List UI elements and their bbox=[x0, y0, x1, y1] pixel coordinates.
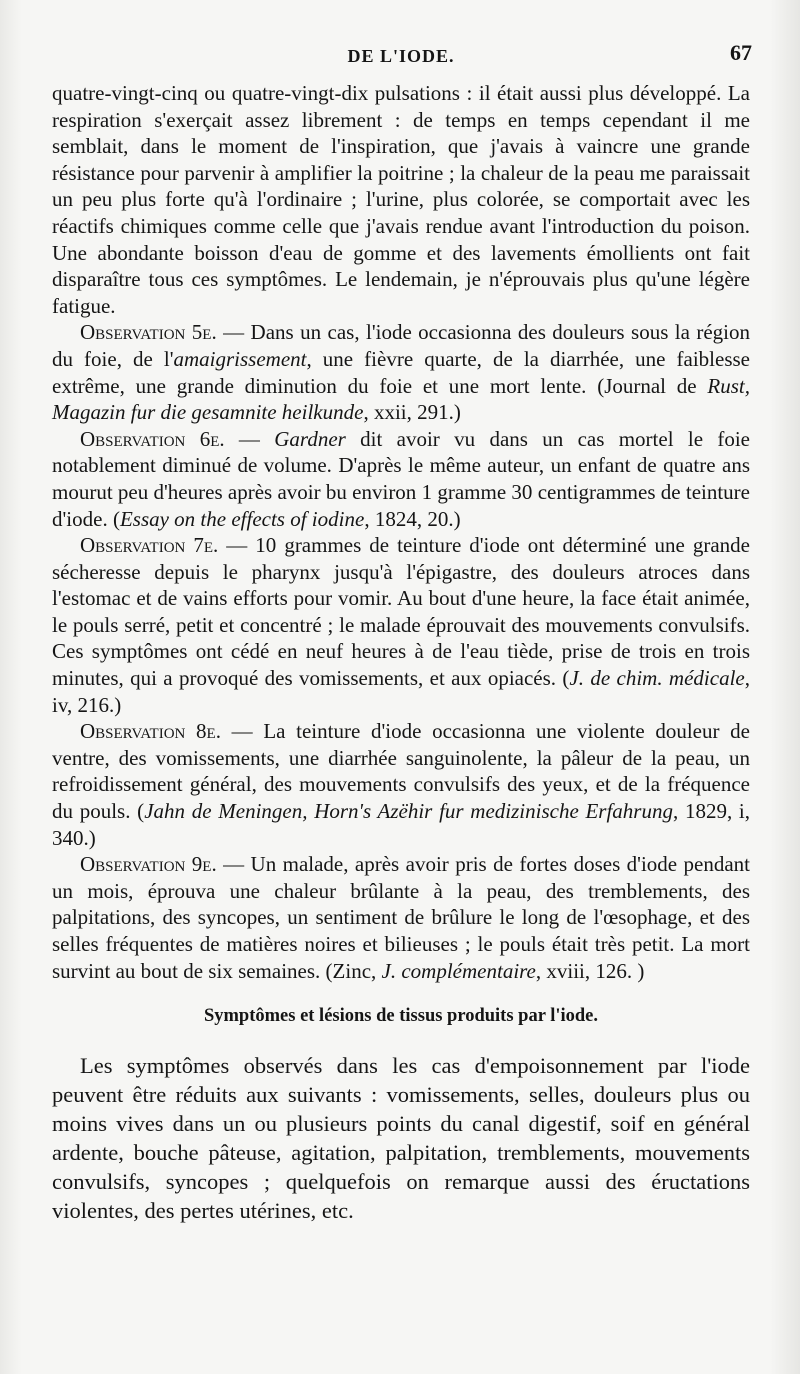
paragraph-continuation: quatre-vingt-cinq ou quatre-vingt-dix pulsations : il était aussi plus développé. La respiration s'exerçait assez librement : de temps en temps cependant il me semblait, dans le moment de l'inspiration, que j'avais à vaincre une grande résistance pour parvenir à amplifier la poitrine ; la chaleur de la peau me paraissait un peu plus forte qu'à l'ordinaire ; l'urine, plus colorée, se comportait avec les réactifs chimiques comme celle que j'avais rendue avant l'introduction du poison. Une abondante boisson d'eau de gomme et des lavements émollients ont fait disparaître tous ces symptômes. Le lendemain, je n'éprouvais plus qu'une légère fatigue. bbox=[52, 81, 750, 318]
observation-5 bbox=[52, 319, 750, 425]
citation-title: J. complémentaire bbox=[381, 958, 536, 983]
citation-title: Essay on the effects of iodine bbox=[119, 506, 365, 531]
running-head bbox=[52, 40, 750, 80]
author-name: Gardner bbox=[274, 426, 346, 451]
observation-9 bbox=[52, 851, 750, 984]
observation-text: — Dans un cas, l'iode occasionna des douleurs sous la région du foie, de l' bbox=[52, 320, 750, 371]
citation-reference: , 1824, 20.) bbox=[364, 506, 461, 531]
observation-text: — bbox=[224, 426, 275, 451]
body-text bbox=[52, 80, 750, 984]
observation-7 bbox=[52, 532, 750, 718]
running-title: DE L'IODE. bbox=[347, 46, 455, 66]
citation-reference: , 1829, i, 340.) bbox=[52, 799, 750, 850]
citation-title: Rust, Magazin fur die gesamnite heilkunde bbox=[52, 373, 750, 425]
observation-label: Observation 7e. bbox=[80, 533, 219, 558]
observation-text: — La teinture d'iode occasionna une violente douleur de ventre, des vomissements, une diarrhée sanguinolente, la pâleur de la peau, un refroidissement général, des mouvements convulsifs des yeux, et de la fréquence du pouls. ( bbox=[52, 719, 750, 824]
observation-8 bbox=[52, 718, 750, 851]
citation-title: Jahn de Meningen, Horn's Azëhir fur medizinische Erfahrung bbox=[144, 799, 673, 824]
section-heading: Symptômes et lésions de tissus produits par l'iode. bbox=[203, 1006, 599, 1027]
observation-label: Observation 9e. bbox=[80, 852, 217, 877]
page-number: 67 bbox=[730, 40, 752, 65]
observation-text: dit avoir vu dans un cas mortel le foie notablement diminué de volume. D'après le même auteur, un enfant de quatre ans mourut peu d'heures après avoir bu environ 1 gramme 30 centigrammes de teinture d'iode. ( bbox=[52, 426, 750, 531]
citation-title: J. de chim. médicale bbox=[569, 666, 745, 691]
citation-reference: , iv, 216.) bbox=[52, 666, 750, 717]
observation-text: — 10 grammes de teinture d'iode ont déterminé une grande sécheresse depuis le pharynx jusqu'à l'épigastre, des douleurs atroces dans l'estomac et de vains efforts pour vomir. Au bout d'une heure, la face était animée, le pouls serré, petit et concentré ; le malade éprouvait des mouvements convulsifs. Ces symptômes ont cédé en neuf heures à de l'eau tiède, prise de trois en trois minutes, qui a provoqué des vomissements, et aux opiacés. ( bbox=[52, 533, 750, 691]
observation-6 bbox=[52, 426, 750, 532]
citation-reference: , xxii, 291.) bbox=[363, 400, 461, 425]
section-paragraph: Les symptômes observés dans les cas d'empoisonnement par l'iode peuvent être réduits aux suivants : vomissements, selles, douleurs plus ou moins vives dans un ou plusieurs points du canal digestif, soif en général ardente, bouche pâteuse, agitation, palpitation, tremblements, mouvements convulsifs, syncopes ; quelquefois on remarque aussi des éructations violentes, des pertes utérines, etc. bbox=[52, 1053, 750, 1224]
observation-label: Observation 5e. bbox=[80, 320, 217, 345]
observation-label: Observation 8e. bbox=[80, 719, 221, 744]
observation-text: , une fièvre quarte, de la diarrhée, une faiblesse extrême, une grande diminution du foie et une mort lente. (Journal de bbox=[52, 346, 750, 398]
observation-italic-term: amaigrissement bbox=[173, 346, 307, 371]
citation-reference: , xviii, 126. ) bbox=[535, 958, 645, 983]
observation-text: — Un malade, après avoir pris de fortes doses d'iode pendant un mois, éprouva une chaleur brûlante à la peau, des tremblements, des palpitations, des syncopes, un sentiment de brûlure le long de l'œsophage, et des selles fréquentes de matières noires et bilieuses ; le pouls était très petit. La mort survint au bout de six semaines. (Zinc, bbox=[52, 852, 750, 983]
observation-label: Observation 6e. bbox=[80, 426, 225, 451]
